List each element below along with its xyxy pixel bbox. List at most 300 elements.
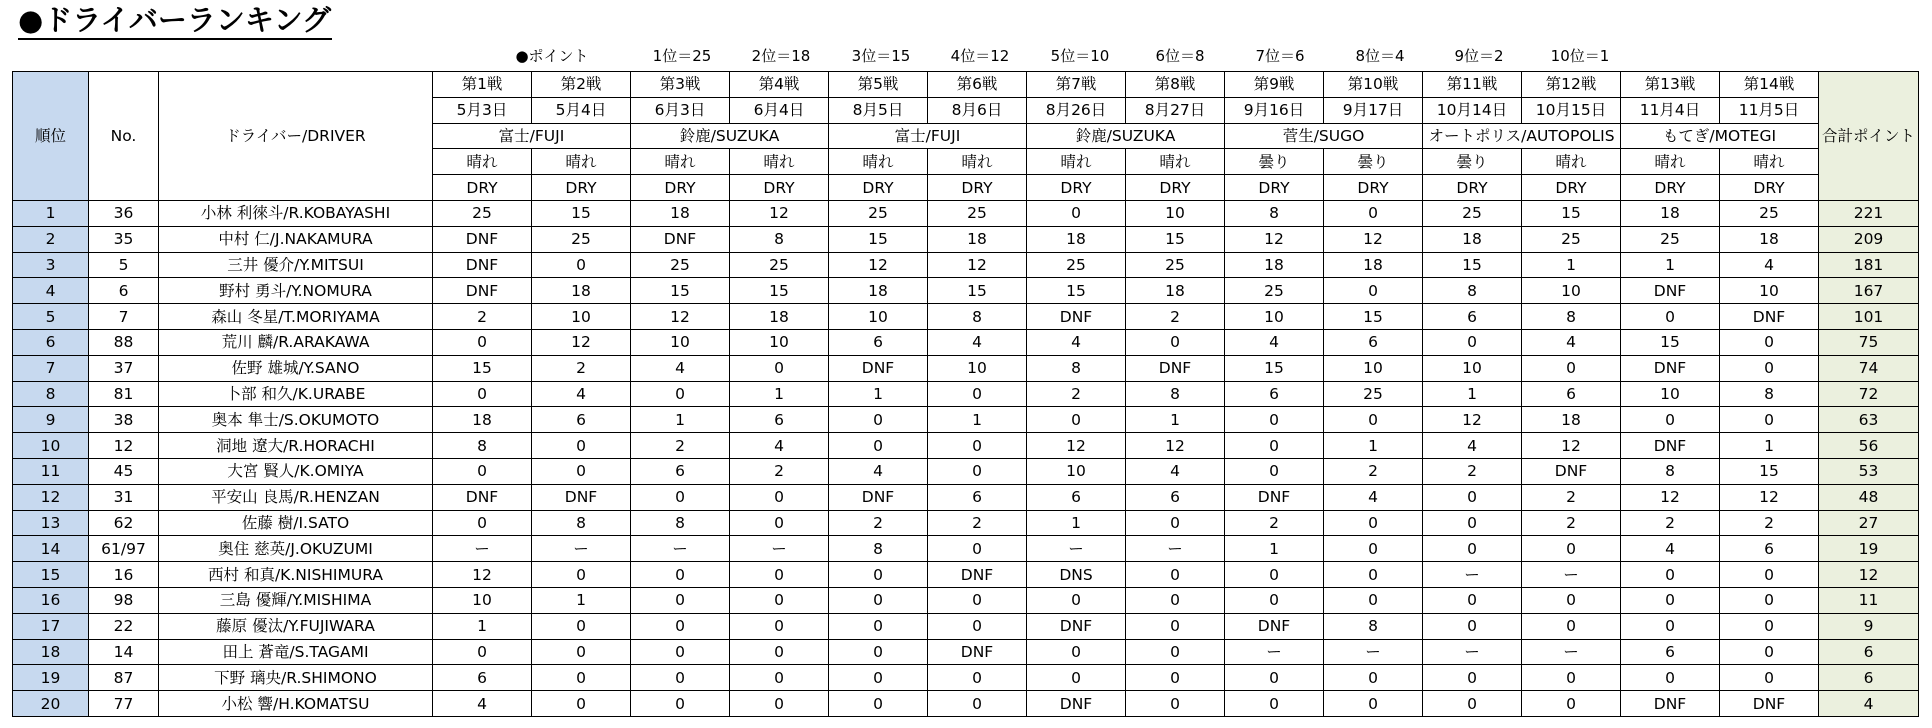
round-weather: 晴れ (631, 149, 730, 175)
round-weather: 晴れ (1522, 149, 1621, 175)
round-points-cell: 0 (1324, 562, 1423, 588)
total-points-cell: 9 (1819, 613, 1919, 639)
table-row (13, 226, 1919, 252)
total-points-cell: 6 (1819, 665, 1919, 691)
round-points-cell: 12 (829, 252, 928, 278)
round-points-cell: 2 (1324, 458, 1423, 484)
round-weather: 晴れ (1126, 149, 1225, 175)
round-points-cell: 25 (1522, 226, 1621, 252)
rank-cell: 13 (13, 510, 89, 536)
driver-name-cell: 佐野 雄城/Y.SANO (159, 355, 433, 381)
round-points-cell: 0 (532, 562, 631, 588)
round-points-cell: 0 (532, 433, 631, 459)
round-points-cell: DNF (1225, 484, 1324, 510)
round-points-cell: 15 (433, 355, 532, 381)
round-points-cell: 0 (730, 587, 829, 613)
round-points-cell: 2 (829, 510, 928, 536)
round-points-cell: ー (1522, 562, 1621, 588)
round-points-cell: ー (1027, 536, 1126, 562)
round-points-cell: 0 (1225, 691, 1324, 717)
round-points-cell: 6 (928, 484, 1027, 510)
driver-name-cell: 三島 優輝/Y.MISHIMA (159, 587, 433, 613)
rank-cell: 9 (13, 407, 89, 433)
round-points-cell: 0 (1720, 665, 1819, 691)
round-points-cell: ー (1423, 562, 1522, 588)
rank-cell: 18 (13, 639, 89, 665)
round-points-cell: 15 (631, 278, 730, 304)
round-points-cell: 12 (1126, 433, 1225, 459)
round-points-cell: 0 (1522, 355, 1621, 381)
round-header: 第10戦 (1324, 72, 1423, 98)
round-points-cell: DNF (631, 226, 730, 252)
driver-name-cell: 平安山 良馬/R.HENZAN (159, 484, 433, 510)
round-points-cell: 0 (1621, 407, 1720, 433)
round-points-cell: 0 (730, 562, 829, 588)
round-points-cell: 4 (1522, 329, 1621, 355)
driver-name-cell: 下野 璃央/R.SHIMONO (159, 665, 433, 691)
round-date: 10月14日 (1423, 97, 1522, 123)
round-points-cell: 0 (1324, 407, 1423, 433)
driver-name-cell: 荒川 麟/R.ARAKAWA (159, 329, 433, 355)
round-points-cell: 18 (928, 226, 1027, 252)
round-points-cell: DNF (1720, 691, 1819, 717)
driver-name-cell: 森山 冬星/T.MORIYAMA (159, 304, 433, 330)
round-points-cell: DNS (1027, 562, 1126, 588)
round-points-cell: 25 (1126, 252, 1225, 278)
round-points-cell: 1 (1423, 381, 1522, 407)
driver-name-cell: 佐藤 樹/I.SATO (159, 510, 433, 536)
round-points-cell: 0 (928, 691, 1027, 717)
round-points-cell: 0 (1621, 665, 1720, 691)
total-points-cell: 48 (1819, 484, 1919, 510)
round-points-cell: 15 (829, 226, 928, 252)
round-points-cell: 0 (1522, 691, 1621, 717)
track-condition: DRY (631, 175, 730, 201)
round-points-cell: 10 (730, 329, 829, 355)
round-points-cell: 1 (1621, 252, 1720, 278)
round-points-cell: 10 (1720, 278, 1819, 304)
round-weather: 晴れ (1720, 149, 1819, 175)
round-points-cell: 0 (1126, 613, 1225, 639)
round-points-cell: 18 (1324, 252, 1423, 278)
round-points-cell: 18 (1126, 278, 1225, 304)
round-points-cell: 0 (1720, 329, 1819, 355)
round-points-cell: 0 (1126, 665, 1225, 691)
round-points-cell: 0 (1423, 329, 1522, 355)
rank-cell: 11 (13, 458, 89, 484)
round-points-cell: 0 (730, 355, 829, 381)
round-date: 9月16日 (1225, 97, 1324, 123)
round-points-cell: 2 (1720, 510, 1819, 536)
round-points-cell: 15 (1027, 278, 1126, 304)
total-points-cell: 11 (1819, 587, 1919, 613)
round-points-cell: 0 (1225, 665, 1324, 691)
rank-header: 順位 (13, 72, 89, 201)
round-points-cell: DNF (1621, 691, 1720, 717)
car-number-cell: 12 (89, 433, 159, 459)
rank-cell: 1 (13, 200, 89, 226)
circuit-name: もてぎ/MOTEGI (1621, 123, 1819, 149)
table-row (13, 381, 1919, 407)
round-points-cell: 0 (928, 458, 1027, 484)
round-points-cell: DNF (433, 278, 532, 304)
round-points-cell: 12 (1027, 433, 1126, 459)
round-points-cell: 0 (1324, 665, 1423, 691)
circuit-name: オートポリス/AUTOPOLIS (1423, 123, 1621, 149)
driver-name-cell: 中村 仁/J.NAKAMURA (159, 226, 433, 252)
round-date: 11月5日 (1720, 97, 1819, 123)
round-points-cell: 10 (433, 587, 532, 613)
table-row (13, 433, 1919, 459)
round-points-cell: 10 (1423, 355, 1522, 381)
round-points-cell: 0 (829, 665, 928, 691)
round-points-cell: 10 (1522, 278, 1621, 304)
round-points-cell: 0 (928, 665, 1027, 691)
round-points-cell: 1 (730, 381, 829, 407)
total-points-cell: 63 (1819, 407, 1919, 433)
round-points-cell: 6 (1324, 329, 1423, 355)
round-points-cell: 8 (1027, 355, 1126, 381)
rank-cell: 17 (13, 613, 89, 639)
round-points-cell: 4 (433, 691, 532, 717)
round-points-cell: 15 (1225, 355, 1324, 381)
round-weather: 晴れ (730, 149, 829, 175)
round-points-cell: DNF (1621, 278, 1720, 304)
points-legend-item: 4位＝12 (950, 47, 1010, 65)
round-points-cell: 0 (433, 639, 532, 665)
round-points-cell: 0 (928, 587, 1027, 613)
round-points-cell: 12 (631, 304, 730, 330)
round-points-cell: 6 (1225, 381, 1324, 407)
round-points-cell: 0 (1324, 200, 1423, 226)
round-points-cell: 0 (433, 329, 532, 355)
round-points-cell: DNF (433, 226, 532, 252)
driver-name-cell: 小林 利徠斗/R.KOBAYASHI (159, 200, 433, 226)
points-legend-item: 2位＝18 (751, 47, 811, 65)
total-points-cell: 221 (1819, 200, 1919, 226)
rank-cell: 15 (13, 562, 89, 588)
round-date: 8月27日 (1126, 97, 1225, 123)
driver-name-cell: 洞地 遼大/R.HORACHI (159, 433, 433, 459)
round-points-cell: 0 (1027, 665, 1126, 691)
round-points-cell: 0 (631, 665, 730, 691)
table-row (13, 329, 1919, 355)
round-points-cell: 8 (631, 510, 730, 536)
round-points-cell: 8 (1126, 381, 1225, 407)
rank-cell: 2 (13, 226, 89, 252)
car-number-cell: 38 (89, 407, 159, 433)
round-points-cell: 0 (1522, 587, 1621, 613)
round-points-cell: 0 (631, 587, 730, 613)
table-row (13, 484, 1919, 510)
round-points-cell: 15 (1423, 252, 1522, 278)
total-points-cell: 75 (1819, 329, 1919, 355)
table-row (13, 536, 1919, 562)
round-points-cell: 1 (1225, 536, 1324, 562)
total-points-cell: 167 (1819, 278, 1919, 304)
track-condition: DRY (1225, 175, 1324, 201)
driver-name-cell: 大宮 賢人/K.OMIYA (159, 458, 433, 484)
total-points-cell: 181 (1819, 252, 1919, 278)
round-points-cell: 0 (433, 381, 532, 407)
round-points-cell: 0 (1324, 536, 1423, 562)
table-row (13, 252, 1919, 278)
round-points-cell: DNF (829, 484, 928, 510)
round-header: 第7戦 (1027, 72, 1126, 98)
round-points-cell: DNF (433, 252, 532, 278)
round-points-cell: 10 (1324, 355, 1423, 381)
round-points-cell: 0 (730, 639, 829, 665)
points-legend-item: 6位＝8 (1155, 47, 1205, 65)
car-number-cell: 6 (89, 278, 159, 304)
round-points-cell: 0 (631, 562, 730, 588)
round-points-cell: 2 (1423, 458, 1522, 484)
round-points-cell: 18 (829, 278, 928, 304)
round-points-cell: 4 (631, 355, 730, 381)
car-number-cell: 87 (89, 665, 159, 691)
round-points-cell: 18 (1621, 200, 1720, 226)
round-points-cell: 10 (1027, 458, 1126, 484)
round-points-cell: 10 (829, 304, 928, 330)
round-points-cell: 25 (1324, 381, 1423, 407)
round-points-cell: 0 (829, 613, 928, 639)
round-points-cell: 2 (928, 510, 1027, 536)
round-points-cell: 0 (1126, 329, 1225, 355)
round-points-cell: 0 (631, 381, 730, 407)
table-row (13, 355, 1919, 381)
car-number-cell: 45 (89, 458, 159, 484)
round-points-cell: 2 (730, 458, 829, 484)
round-points-cell: 15 (1522, 200, 1621, 226)
table-row (13, 587, 1919, 613)
round-points-cell: 12 (1720, 484, 1819, 510)
round-points-cell: 12 (433, 562, 532, 588)
round-points-cell: 0 (829, 691, 928, 717)
round-points-cell: 0 (532, 691, 631, 717)
round-points-cell: 8 (928, 304, 1027, 330)
circuit-name: 富士/FUJI (433, 123, 631, 149)
car-number-cell: 98 (89, 587, 159, 613)
round-weather: 晴れ (532, 149, 631, 175)
round-points-cell: 15 (1324, 304, 1423, 330)
round-points-cell: 1 (532, 587, 631, 613)
round-header: 第1戦 (433, 72, 532, 98)
points-legend (0, 44, 1932, 68)
round-points-cell: ー (730, 536, 829, 562)
round-date: 9月17日 (1324, 97, 1423, 123)
round-points-cell: 4 (1027, 329, 1126, 355)
points-legend-item: 8位＝4 (1355, 47, 1405, 65)
round-date: 11月4日 (1621, 97, 1720, 123)
round-points-cell: 6 (1522, 381, 1621, 407)
driver-name-cell: 三井 優介/Y.MITSUI (159, 252, 433, 278)
car-number-cell: 16 (89, 562, 159, 588)
round-points-cell: 0 (1225, 587, 1324, 613)
total-points-cell: 19 (1819, 536, 1919, 562)
round-header: 第8戦 (1126, 72, 1225, 98)
round-points-cell: 1 (433, 613, 532, 639)
round-points-cell: 0 (829, 587, 928, 613)
round-points-cell: 10 (1621, 381, 1720, 407)
points-legend-item: 1位＝25 (652, 47, 712, 65)
round-points-cell: 12 (532, 329, 631, 355)
round-points-cell: 1 (631, 407, 730, 433)
round-points-cell: 0 (1027, 200, 1126, 226)
round-points-cell: 18 (631, 200, 730, 226)
round-points-cell: 0 (1324, 587, 1423, 613)
total-points-cell: 72 (1819, 381, 1919, 407)
round-points-cell: 6 (1621, 639, 1720, 665)
round-date: 5月3日 (433, 97, 532, 123)
round-points-cell: DNF (1027, 691, 1126, 717)
round-points-cell: DNF (1027, 304, 1126, 330)
round-points-cell: ー (1324, 639, 1423, 665)
track-condition: DRY (1027, 175, 1126, 201)
rank-cell: 19 (13, 665, 89, 691)
round-points-cell: 0 (1423, 691, 1522, 717)
round-points-cell: 0 (532, 613, 631, 639)
round-points-cell: 6 (1126, 484, 1225, 510)
circuit-name: 鈴鹿/SUZUKA (1027, 123, 1225, 149)
round-header: 第3戦 (631, 72, 730, 98)
round-points-cell: ー (1423, 639, 1522, 665)
round-header: 第2戦 (532, 72, 631, 98)
round-points-cell: 12 (1324, 226, 1423, 252)
round-points-cell: DNF (1225, 613, 1324, 639)
driver-name-cell: 小松 響/H.KOMATSU (159, 691, 433, 717)
round-points-cell: 0 (928, 613, 1027, 639)
round-points-cell: 15 (532, 200, 631, 226)
car-number-cell: 22 (89, 613, 159, 639)
round-header: 第6戦 (928, 72, 1027, 98)
round-points-cell: 18 (1522, 407, 1621, 433)
round-points-cell: 2 (1621, 510, 1720, 536)
round-points-cell: DNF (1126, 355, 1225, 381)
round-points-cell: 6 (1720, 536, 1819, 562)
round-points-cell: 8 (730, 226, 829, 252)
car-number-cell: 81 (89, 381, 159, 407)
round-points-cell: ー (631, 536, 730, 562)
rank-cell: 6 (13, 329, 89, 355)
round-points-cell: 6 (1027, 484, 1126, 510)
table-row (13, 407, 1919, 433)
total-points-cell: 74 (1819, 355, 1919, 381)
round-header: 第13戦 (1621, 72, 1720, 98)
round-points-cell: 0 (1225, 407, 1324, 433)
round-points-cell: 10 (532, 304, 631, 330)
rank-cell: 14 (13, 536, 89, 562)
round-points-cell: 0 (1126, 587, 1225, 613)
round-points-cell: 10 (631, 329, 730, 355)
points-legend-item: 7位＝6 (1255, 47, 1305, 65)
round-points-cell: 8 (433, 433, 532, 459)
round-points-cell: 0 (1423, 484, 1522, 510)
round-points-cell: 0 (1126, 639, 1225, 665)
round-header: 第4戦 (730, 72, 829, 98)
round-points-cell: DNF (433, 484, 532, 510)
round-weather: 曇り (1225, 149, 1324, 175)
car-number-cell: 7 (89, 304, 159, 330)
round-points-cell: 15 (928, 278, 1027, 304)
rank-cell: 4 (13, 278, 89, 304)
round-points-cell: DNF (1027, 613, 1126, 639)
round-points-cell: 2 (1522, 484, 1621, 510)
circuit-name: 富士/FUJI (829, 123, 1027, 149)
round-points-cell: 6 (631, 458, 730, 484)
round-points-cell: DNF (928, 562, 1027, 588)
round-weather: 曇り (1324, 149, 1423, 175)
car-number-cell: 31 (89, 484, 159, 510)
round-points-cell: 0 (1720, 639, 1819, 665)
round-points-cell: 1 (1522, 252, 1621, 278)
round-points-cell: 8 (1324, 613, 1423, 639)
car-number-cell: 37 (89, 355, 159, 381)
round-points-cell: 12 (1225, 226, 1324, 252)
round-points-cell: 0 (928, 381, 1027, 407)
round-points-cell: ー (532, 536, 631, 562)
rank-cell: 16 (13, 587, 89, 613)
round-points-cell: 0 (1423, 613, 1522, 639)
points-legend-item: 9位＝2 (1454, 47, 1504, 65)
round-weather: 晴れ (1027, 149, 1126, 175)
round-points-cell: 8 (1621, 458, 1720, 484)
round-points-cell: 15 (1621, 329, 1720, 355)
circuit-name: 菅生/SUGO (1225, 123, 1423, 149)
round-points-cell: 8 (1225, 200, 1324, 226)
round-points-cell: 2 (1225, 510, 1324, 536)
round-points-cell: 0 (829, 639, 928, 665)
round-points-cell: 4 (1225, 329, 1324, 355)
round-points-cell: 6 (730, 407, 829, 433)
round-points-cell: 0 (1720, 613, 1819, 639)
round-header: 第12戦 (1522, 72, 1621, 98)
round-points-cell: 0 (532, 252, 631, 278)
car-number-cell: 14 (89, 639, 159, 665)
round-header: 第5戦 (829, 72, 928, 98)
round-points-cell: 0 (928, 433, 1027, 459)
total-points-cell: 209 (1819, 226, 1919, 252)
round-points-cell: 0 (829, 562, 928, 588)
round-points-cell: 12 (1522, 433, 1621, 459)
round-points-cell: 0 (532, 665, 631, 691)
round-points-cell: 18 (730, 304, 829, 330)
driver-header: ドライバー/DRIVER (159, 72, 433, 201)
track-condition: DRY (532, 175, 631, 201)
round-date: 6月4日 (730, 97, 829, 123)
round-points-cell: 15 (1720, 458, 1819, 484)
round-header: 第14戦 (1720, 72, 1819, 98)
round-points-cell: 8 (829, 536, 928, 562)
table-row (13, 665, 1919, 691)
total-points-cell: 12 (1819, 562, 1919, 588)
track-condition: DRY (730, 175, 829, 201)
points-legend-item: 10位＝1 (1550, 47, 1610, 65)
round-points-cell: 0 (1423, 587, 1522, 613)
round-points-cell: 0 (730, 510, 829, 536)
total-points-cell: 27 (1819, 510, 1919, 536)
round-points-cell: 12 (730, 200, 829, 226)
round-points-cell: ー (1126, 536, 1225, 562)
round-points-cell: 0 (1324, 278, 1423, 304)
round-points-cell: 2 (1126, 304, 1225, 330)
round-points-cell: 0 (631, 613, 730, 639)
round-points-cell: 0 (1027, 639, 1126, 665)
table-row (13, 562, 1919, 588)
table-row (13, 510, 1919, 536)
total-points-header: 合計ポイント (1819, 72, 1919, 201)
round-date: 10月15日 (1522, 97, 1621, 123)
round-points-cell: 0 (1126, 510, 1225, 536)
